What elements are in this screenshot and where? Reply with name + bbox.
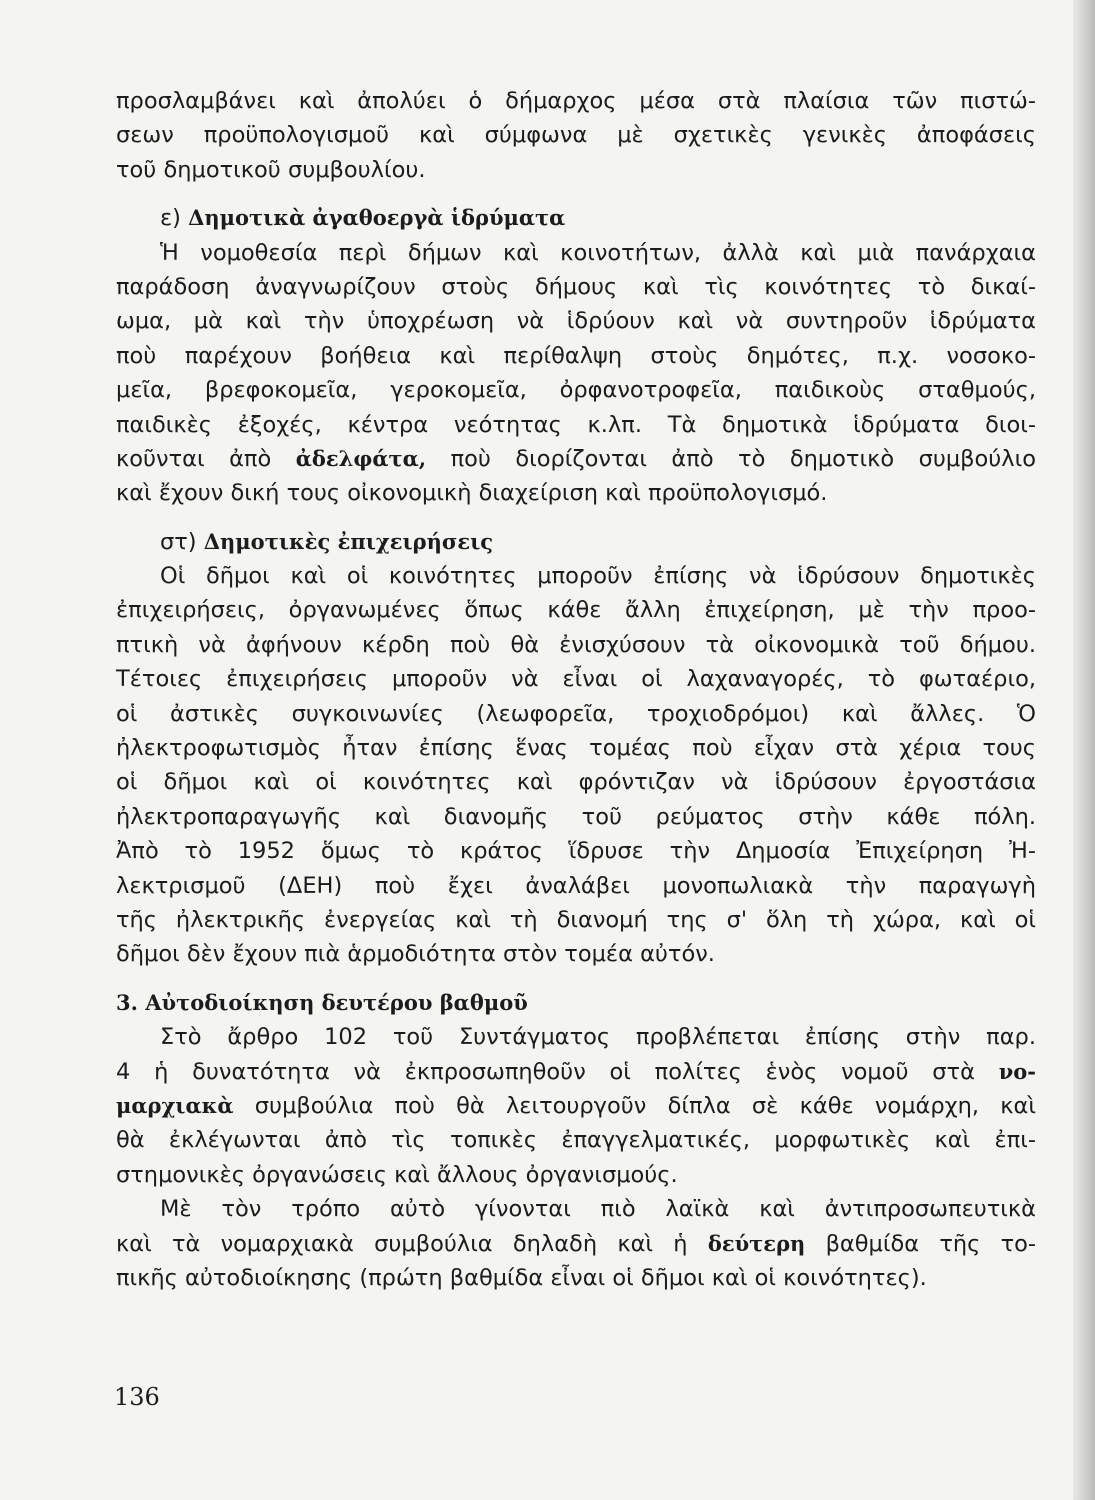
section-heading-3 [116, 986, 1036, 1020]
page-edge-shadow [1073, 0, 1095, 1500]
text-line: Τέτοιες ἐπιχειρήσεις μποροῦν νὰ εἶναι οἱ λαχαναγορές, τὸ φωταέριο, [116, 666, 1036, 693]
text-line: οἱ δῆμοι καὶ οἱ κοινότητες καὶ φρόντιζαν νὰ ἱδρύσουν ἐργοστάσια [116, 769, 1036, 796]
section-heading-st [116, 525, 1036, 559]
text-line: ἠλεκτροπαραγωγῆς καὶ διανομῆς τοῦ ρεύματος στὴν κάθε πόλη. [116, 803, 1036, 830]
text-line: προσλαμβάνει καὶ ἀπολύει ὁ δήμαρχος μέσα στὰ πλαίσια τῶν πιστώ- [116, 88, 1036, 114]
bold-term: ἀδελφάτα, [295, 445, 427, 471]
section-title: Δημοτικὰ ἀγαθοεργὰ ἱδρύματα [188, 205, 566, 231]
section-title: Δημοτικὲς ἐπιχειρήσεις [203, 528, 494, 554]
text-line: Ἡ νομοθεσία περὶ δήμων καὶ κοινοτήτων, ἀλλὰ καὶ μιὰ πανάρχαια [160, 239, 1036, 266]
text-line: στημονικὲς ὀργανώσεις καὶ ἄλλους ὀργανισμούς. [116, 1161, 678, 1188]
text-line: παράδοση ἀναγνωρίζουν στοὺς δήμους καὶ τὶς κοινότητες τὸ δικαί- [116, 273, 1036, 300]
text-line: πικῆς αὐτοδιοίκησης (πρώτη βαθμίδα εἶναι οἱ δῆμοι καὶ οἱ κοινότητες). [116, 1264, 927, 1291]
text-line: λεκτρισμοῦ (ΔΕΗ) ποὺ ἔχει ἀναλάβει μονοπωλιακὰ τὴν παραγωγὴ [116, 872, 1036, 899]
section-prefix: στ) [160, 528, 197, 555]
text-line: οἱ ἀστικὲς συγκοινωνίες (λεωφορεῖα, τροχιοδρόμοι) καὶ ἄλλες. Ὁ [116, 700, 1036, 727]
section-heading-e [116, 201, 1036, 235]
text-line: σεων προϋπολογισμοῦ καὶ σύμφωνα μὲ σχετικὲς γενικὲς ἀποφάσεις [116, 122, 1036, 149]
text-line: ποὺ παρέχουν βοήθεια καὶ περίθαλψη στοὺς δημότες, π.χ. νοσοκο- [116, 342, 1036, 369]
bold-term: δεύτερη [707, 1230, 806, 1256]
text-line: ἐπιχειρήσεις, ὀργανωμένες ὅπως κάθε ἄλλη ἐπιχείρηση, μὲ τὴν προο- [116, 597, 1036, 624]
page-number: 136 [114, 1383, 160, 1411]
text-line: παιδικὲς ἐξοχές, κέντρα νεότητας κ.λπ. Τὰ δημοτικὰ ἱδρύματα διοι- [116, 411, 1036, 438]
body-text [116, 84, 1036, 1295]
text-line: θὰ ἐκλέγωνται ἀπὸ τὶς τοπικὲς ἐπαγγελματικές, μορφωτικὲς καὶ ἐπι- [116, 1127, 1036, 1154]
text-line: πτικὴ νὰ ἀφήνουν κέρδη ποὺ θὰ ἐνισχύσουν τὰ οἰκονομικὰ τοῦ δήμου. [116, 631, 1036, 658]
text-line: μεῖα, βρεφοκομεῖα, γεροκομεῖα, ὀρφανοτροφεῖα, παιδικοὺς σταθμούς, [116, 377, 1036, 404]
text-line: Ἀπὸ τὸ 1952 ὅμως τὸ κράτος ἵδρυσε τὴν Δημοσία Ἐπιχείρηση Ἠ- [116, 838, 1036, 865]
text-line: Μὲ τὸν τρόπο αὐτὸ γίνονται πιὸ λαϊκὰ καὶ ἀντιπροσωπευτικὰ [160, 1196, 1036, 1223]
bold-term: μαρχιακὰ [116, 1092, 234, 1118]
section-title: 3. Αὐτοδιοίκηση δευτέρου βαθμοῦ [116, 989, 528, 1015]
text-line: καὶ τὰ νομαρχιακὰ συμβούλια δηλαδὴ καὶ ἡ δεύτερη βαθμίδα τῆς το- [116, 1230, 1037, 1257]
bold-term: νο- [998, 1058, 1036, 1084]
text-line: Οἱ δῆμοι καὶ οἱ κοινότητες μποροῦν ἐπίσης νὰ ἱδρύσουν δημοτικὲς [160, 563, 1036, 590]
text-line: τοῦ δημοτικοῦ συμβουλίου. [116, 156, 426, 183]
text-line: 4 ἡ δυνατότητα νὰ ἐκπροσωπηθοῦν οἱ πολίτες ἑνὸς νομοῦ στὰ νο- [116, 1058, 1036, 1085]
text-line: μαρχιακὰ συμβούλια ποὺ θὰ λειτουργοῦν δίπλα σὲ κάθε νομάρχη, καὶ [116, 1092, 1036, 1119]
text-line: ωμα, μὰ καὶ τὴν ὑποχρέωση νὰ ἱδρύουν καὶ νὰ συντηροῦν ἱδρύματα [116, 308, 1036, 335]
section-prefix: ε) [160, 205, 181, 232]
text-line: τῆς ἠλεκτρικῆς ἐνεργείας καὶ τὴ διανομή της σ' ὅλη τὴ χώρα, καὶ οἱ [116, 906, 1036, 933]
text-line: κοῦνται ἀπὸ ἀδελφάτα, ποὺ διορίζονται ἀπὸ τὸ δημοτικὸ συμβούλιο [116, 445, 1036, 472]
text-line: ἠλεκτροφωτισμὸς ἦταν ἐπίσης ἕνας τομέας ποὺ εἶχαν στὰ χέρια τους [116, 735, 1036, 762]
text-line: Στὸ ἄρθρο 102 τοῦ Συντάγματος προβλέπεται ἐπίσης στὴν παρ. [160, 1024, 1036, 1051]
text-line: δῆμοι δὲν ἔχουν πιὰ ἁρμοδιότητα στὸν τομέα αὐτόν. [116, 941, 715, 968]
text-line: καὶ ἔχουν δική τους οἰκονομικὴ διαχείριση καὶ προϋπολογισμό. [116, 480, 828, 507]
